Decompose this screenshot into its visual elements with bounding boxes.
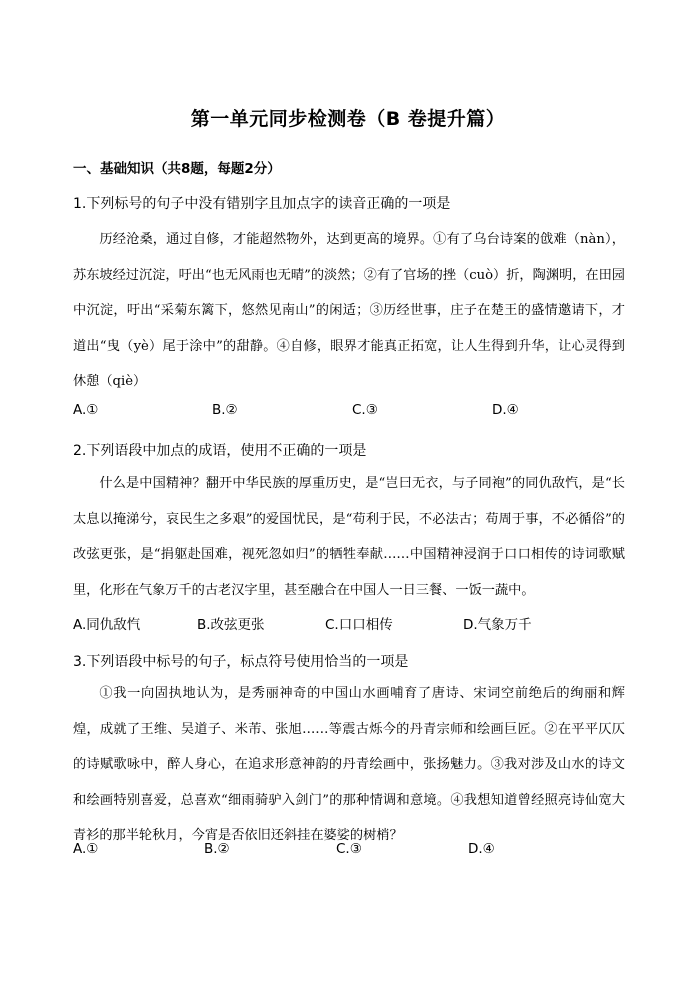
question-2-option-b[interactable]: B.改弦更张 bbox=[197, 617, 265, 633]
question-3-option-c[interactable]: C.③ bbox=[336, 841, 362, 857]
question-1-options bbox=[73, 402, 633, 422]
question-2-stem: 2.下列语段中加点的成语，使用不正确的一项是 bbox=[73, 443, 367, 459]
page-title: 第一单元同步检测卷（B 卷提升篇） bbox=[190, 108, 506, 130]
question-2-options bbox=[73, 613, 633, 633]
question-2-option-a[interactable]: A.同仇敌忾 bbox=[73, 617, 141, 633]
question-3-option-b[interactable]: B.② bbox=[204, 841, 230, 857]
question-2-option-c[interactable]: C.口口相传 bbox=[325, 617, 393, 633]
question-3-options bbox=[73, 841, 633, 861]
question-2-option-d[interactable]: D.气象万千 bbox=[463, 617, 532, 633]
question-3-option-a[interactable]: A.① bbox=[73, 841, 99, 857]
section-heading: 一、基础知识（共8题，每题2分） bbox=[73, 161, 281, 177]
question-1-option-c[interactable]: C.③ bbox=[352, 402, 378, 418]
question-2-passage: 什么是中国精神？翻开中华民族的厚重历史，是“岂曰无衣，与子同袍”的同仇敌忾，是“长太息以掩涕兮，哀民生之多艰”的爱国忧民，是“苟利于民，不必法古；苟周于事，不必循俗”的改弦更张，是“捐躯赴国难，视死忽如归”的牺牲奉献……中国精神浸润于口口相传的诗词歌赋里，化形在气象万千的古老汉字里，甚至融合在中国人一日三餐、一饭一蔬中。 bbox=[73, 476, 625, 598]
question-1-option-b[interactable]: B.② bbox=[212, 402, 238, 418]
question-3-option-d[interactable]: D.④ bbox=[468, 841, 495, 857]
question-1-passage: 历经沧桑，通过自修，才能超然物外，达到更高的境界。①有了乌台诗案的戗难（nàn），苏东坡经过沉淀，吁出“也无风雨也无晴”的淡然；②有了官场的挫（cuò）折，陶渊明，在田园中沉淀，吁出“采菊东篱下，悠然见南山”的闲适；③历经世事，庄子在楚王的盛情邀请下，才道出“曳（yè）尾于涂中”的甜静。④自修，眼界才能真正拓宽，让人生得到升华，让心灵得到休憩（qiè） bbox=[73, 232, 625, 389]
question-3-stem: 3.下列语段中标号的句子，标点符号使用恰当的一项是 bbox=[73, 654, 409, 670]
question-1-option-a[interactable]: A.① bbox=[73, 402, 99, 418]
question-3-passage: ①我一向固执地认为，是秀丽神奇的中国山水画哺育了唐诗、宋词空前绝后的绚丽和辉煌，成就了王维、吴道子、米芾、张旭……等震古烁今的丹青宗师和绘画巨匠。②在平平仄仄的诗赋歌咏中，醉人身心，在追求形意神韵的丹青绘画中，张扬魅力。③我对涉及山水的诗文和绘画特别喜爱，总喜欢“细雨骑驴入剑门”的那种情调和意境。④我想知道曾经照亮诗仙宽大青衫的那半轮秋月，今宵是否依旧还斜挂在婆娑的树梢？ bbox=[73, 686, 625, 843]
question-1-stem: 1.下列标号的句子中没有错别字且加点字的读音正确的一项是 bbox=[73, 196, 451, 212]
question-1-option-d[interactable]: D.④ bbox=[492, 402, 519, 418]
